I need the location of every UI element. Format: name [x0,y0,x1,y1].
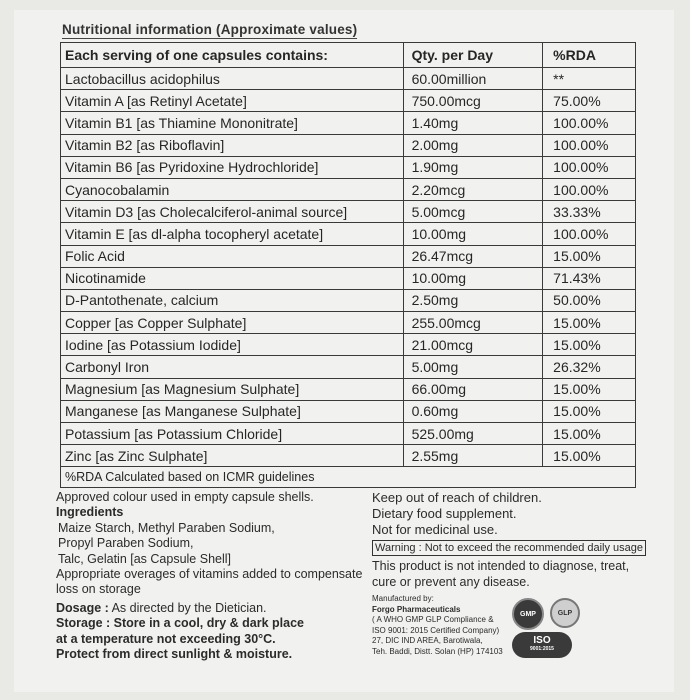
nutrient-rda: 15.00% [543,312,636,334]
table-row [61,112,636,134]
nutrient-rda: 71.43% [543,267,636,289]
header-qty: Qty. per Day [403,43,543,68]
nutrition-table [60,42,636,488]
disclaimer-line: cure or prevent any disease. [372,575,530,589]
nutrient-qty: 10.00mg [403,223,543,245]
nutrient-rda: 15.00% [543,245,636,267]
nutrient-name: Potassium [as Potassium Chloride] [61,423,404,445]
nutrient-qty: 255.00mcg [403,312,543,334]
table-row [61,289,636,311]
protect-note: Protect from direct sunlight & moisture. [56,647,293,662]
table-row [61,400,636,422]
nutrient-name: Lactobacillus acidophilus [61,68,404,90]
rda-footnote: %RDA Calculated based on ICMR guidelines [61,467,636,488]
nutrient-name: Carbonyl Iron [61,356,404,378]
nutrient-rda: 26.32% [543,356,636,378]
table-row [61,178,636,200]
iso-badge-icon [512,632,572,658]
ingredient-line: Talc, Gelatin [as Capsule Shell] [58,551,232,566]
disclaimer-line: This product is not intended to diagnose, treat, [372,559,630,573]
dosage-text: As directed by the Dietician. [108,600,267,615]
nutrient-rda: 15.00% [543,423,636,445]
table-row [61,90,636,112]
nutrient-qty: 10.00mg [403,267,543,289]
nutrient-name: D-Pantothenate, calcium [61,289,404,311]
storage-label: Storage : [56,616,111,631]
glp-badge-icon: GLP [550,598,580,628]
table-row [61,245,636,267]
storage [56,616,356,631]
certification-badges [512,598,602,668]
nutrient-name: Copper [as Copper Sulphate] [61,312,404,334]
ingredient-line: Maize Starch, Methyl Paraben Sodium, [58,520,275,535]
table-row [61,334,636,356]
iso-badge-sub: 9001:2015 [530,646,554,652]
nutrient-qty: 2.00mg [403,134,543,156]
table-footnote-row [61,467,636,488]
mfg-name: Forgo Pharmaceuticals [372,604,461,614]
gmp-badge-icon: GMP [512,598,544,630]
nutrient-qty: 0.60mg [403,400,543,422]
keep-away-line: Keep out of reach of children. [372,490,542,505]
nutrient-name: Manganese [as Manganese Sulphate] [61,400,404,422]
storage-temp: at a temperature not exceeding 30°C. [56,631,276,646]
dosage [56,601,356,616]
dietary-line: Dietary food supplement. [372,506,517,521]
nutrient-qty: 60.00million [403,68,543,90]
nutrient-qty: 1.40mg [403,112,543,134]
colour-note: Approved colour used in empty capsule shells. [56,490,314,504]
nutrient-name: Vitamin A [as Retinyl Acetate] [61,90,404,112]
nutrient-rda: 50.00% [543,289,636,311]
nutrient-name: Folic Acid [61,245,404,267]
nutrient-rda: 100.00% [543,223,636,245]
nutrition-title: Nutritional information (Approximate values) [62,22,358,37]
nutrient-rda: 15.00% [543,445,636,467]
mfg-label: Manufactured by: [372,594,434,603]
ingredients-heading: Ingredients [56,505,124,520]
nutrient-rda: 33.33% [543,201,636,223]
header-rda: %RDA [543,43,636,68]
dosage-label: Dosage : [56,600,109,615]
nutrient-rda: 100.00% [543,134,636,156]
nutrient-qty: 750.00mcg [403,90,543,112]
nutrient-qty: 2.20mcg [403,178,543,200]
nutrient-rda: 15.00% [543,334,636,356]
nutrient-rda: 15.00% [543,400,636,422]
nutrient-qty: 66.00mg [403,378,543,400]
nutrient-qty: 5.00mcg [403,201,543,223]
nutrient-name: Vitamin B6 [as Pyridoxine Hydrochloride] [61,156,404,178]
overages-line: Appropriate overages of vitamins added to compensate [56,567,363,582]
nutrient-name: Vitamin B2 [as Riboflavin] [61,134,404,156]
nutrient-name: Vitamin E [as dl-alpha tocopheryl acetate] [61,223,404,245]
nutrient-name: Iodine [as Potassium Iodide] [61,334,404,356]
nutrient-qty: 5.00mg [403,356,543,378]
nutrient-qty: 2.50mg [403,289,543,311]
mfg-line: Teh. Baddi, Distt. Solan (HP) 174103 [372,646,503,656]
nutrient-rda: 100.00% [543,112,636,134]
mfg-line: 27, DIC IND AREA, Barotiwala, [372,636,483,645]
nutrient-qty: 525.00mg [403,423,543,445]
nutrient-name: Magnesium [as Magnesium Sulphate] [61,378,404,400]
nutrient-name: Zinc [as Zinc Sulphate] [61,445,404,467]
table-row [61,445,636,467]
nutrient-rda: 75.00% [543,90,636,112]
storage-text: Store in a cool, dry & dark place [110,616,304,631]
nutrient-rda: 100.00% [543,178,636,200]
ingredient-line: Propyl Paraben Sodium, [58,536,194,551]
table-row [61,223,636,245]
table-row [61,312,636,334]
header-serving: Each serving of one capsules contains: [61,43,404,68]
table-row [61,134,636,156]
table-header-row [61,43,636,68]
table-row [61,423,636,445]
warning-box: Warning : Not to exceed the recommended daily usage [372,540,646,556]
mfg-line: ISO 9001: 2015 Certified Company) [372,625,500,635]
nutrient-rda: 15.00% [543,378,636,400]
nutrient-qty: 1.90mg [403,156,543,178]
nutrient-rda: 100.00% [543,156,636,178]
nutrient-rda: ** [543,68,636,90]
iso-badge-text: ISO [533,635,551,646]
nutrient-name: Vitamin D3 [as Cholecalciferol-animal source] [61,201,404,223]
nutrient-name: Nicotinamide [61,267,404,289]
table-row [61,201,636,223]
overages-line: loss on storage [56,582,141,597]
table-row [61,68,636,90]
nutrient-name: Cyanocobalamin [61,178,404,200]
nutrient-qty: 21.00mcg [403,334,543,356]
mfg-line: ( A WHO GMP GLP Compliance & [372,615,494,624]
ingredients-block [56,490,363,662]
table-row [61,356,636,378]
nutrient-qty: 2.55mg [403,445,543,467]
warnings-block [372,490,662,657]
table-row [61,267,636,289]
nutrient-qty: 26.47mcg [403,245,543,267]
not-medicinal-line: Not for medicinal use. [372,522,498,537]
table-row [61,378,636,400]
table-row [61,156,636,178]
nutrient-name: Vitamin B1 [as Thiamine Mononitrate] [61,112,404,134]
